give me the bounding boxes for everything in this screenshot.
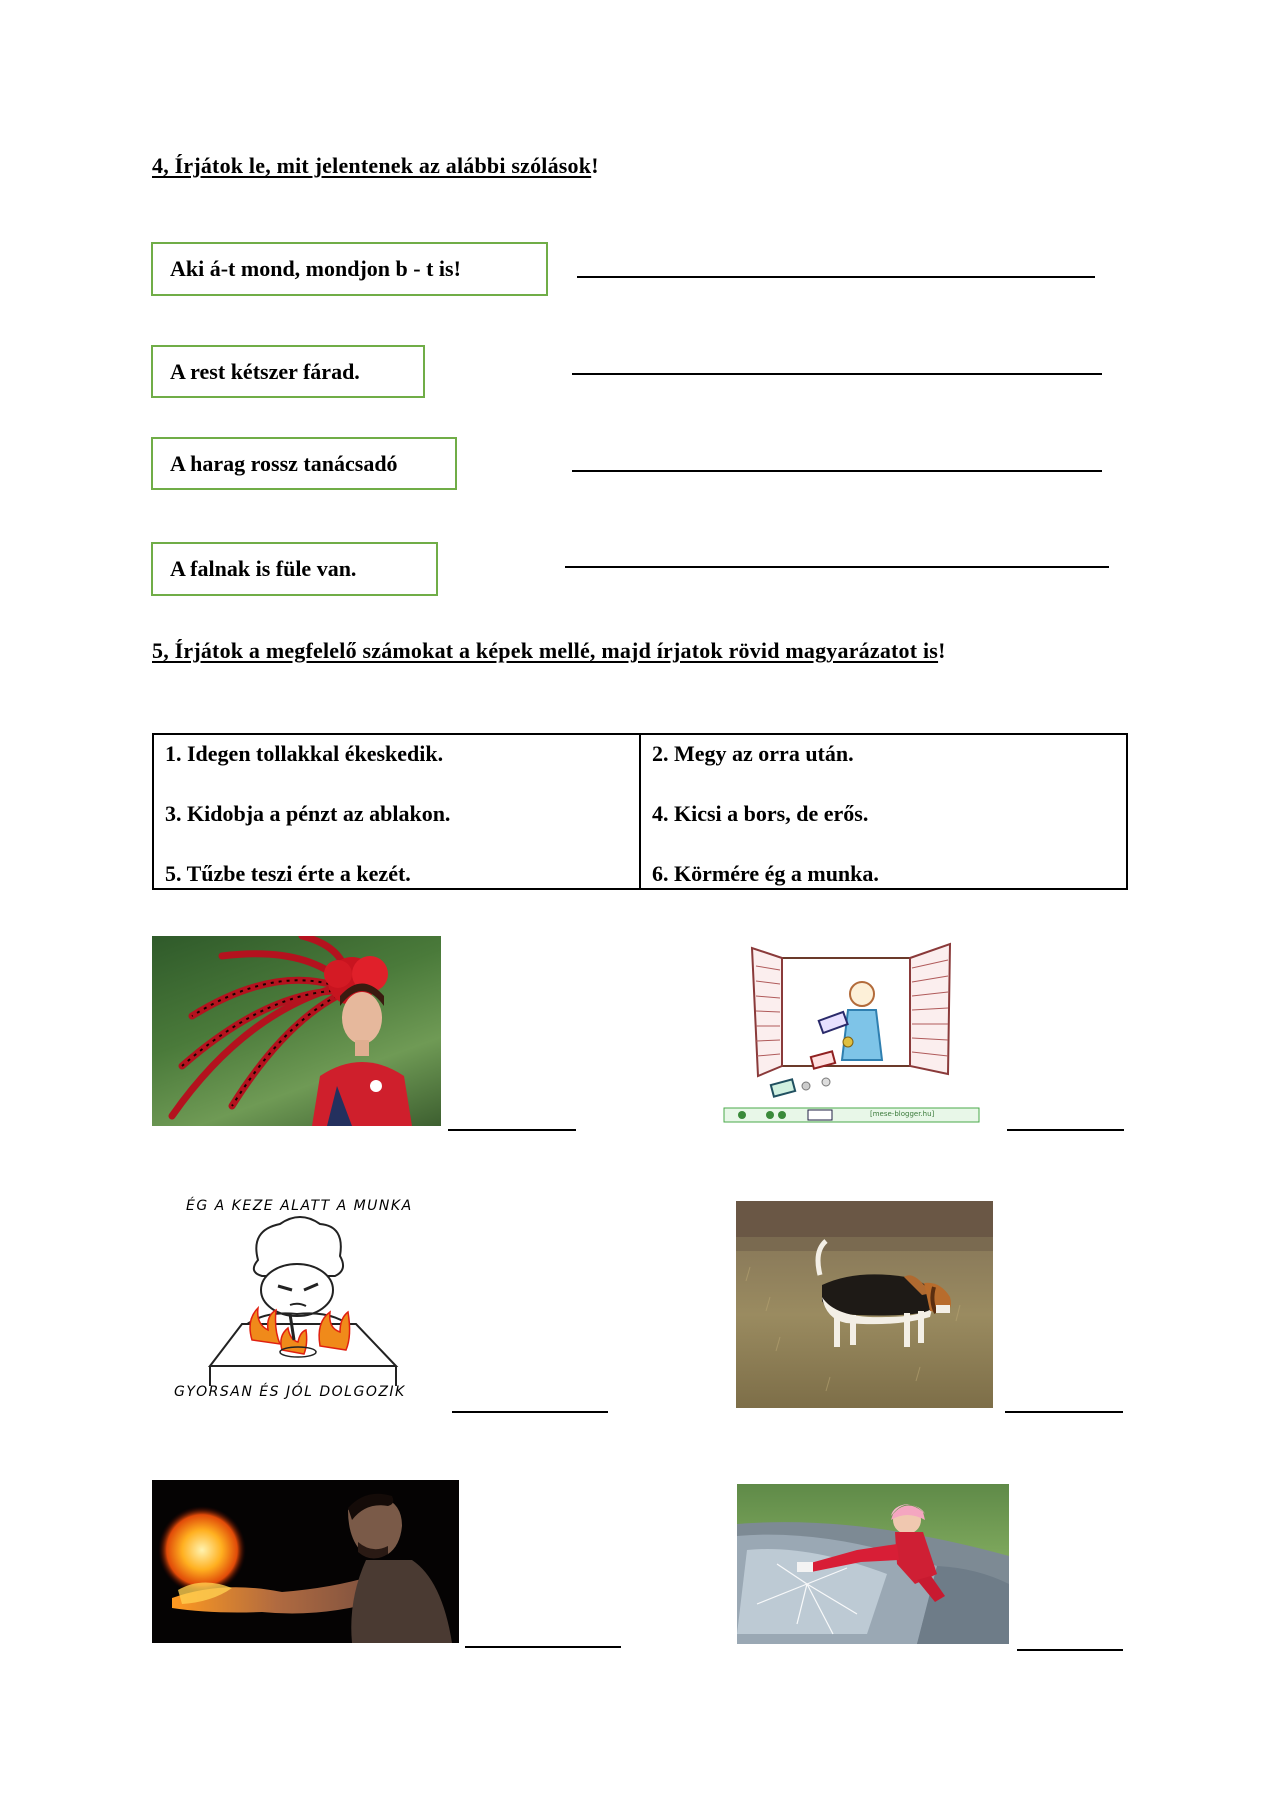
answer-line-3[interactable] — [572, 470, 1102, 472]
cartoon-burning-work — [170, 1190, 440, 1410]
answer-line-1[interactable] — [577, 276, 1095, 278]
saying-box-2: A rest kétszer fárad. — [151, 345, 425, 398]
beagle-illustration — [736, 1201, 993, 1408]
saying-box-4: A falnak is füle van. — [151, 542, 438, 596]
sketch-caption: [mese-blogger.hu] — [870, 1110, 935, 1118]
answer-line-pic6[interactable] — [1017, 1649, 1123, 1651]
photo-girl-car — [737, 1484, 1009, 1644]
task5-title-punct: ! — [938, 638, 946, 663]
fire-hand-illustration — [152, 1480, 459, 1643]
proverb-2: 2. Megy az orra után. — [652, 741, 854, 766]
task4-title-punct: ! — [591, 153, 599, 178]
feathered-hat-illustration — [152, 936, 441, 1126]
proverb-5: 5. Tűzbe teszi érte a kezét. — [165, 861, 411, 886]
saying-box-3: A harag rossz tanácsadó — [151, 437, 457, 490]
answer-line-pic5[interactable] — [465, 1646, 621, 1648]
photo-man-fire-hand — [152, 1480, 459, 1643]
answer-line-pic3[interactable] — [452, 1411, 608, 1413]
answer-line-4[interactable] — [565, 566, 1109, 568]
cartoon-bottom-text: GYORSAN ÉS JÓL DOLGOZIK — [174, 1384, 406, 1400]
window-sketch — [722, 936, 986, 1128]
saying-box-1: Aki á-t mond, mondjon b - t is! — [151, 242, 548, 296]
proverb-4: 4. Kicsi a bors, de erős. — [652, 801, 869, 826]
drawing-money-out-of-window — [722, 936, 986, 1128]
answer-line-pic4[interactable] — [1005, 1411, 1123, 1413]
cartoon-top-text: ÉG A KEZE ALATT A MUNKA — [186, 1198, 413, 1214]
photo-feathered-hat-woman — [152, 936, 441, 1126]
car-girl-illustration — [737, 1484, 1009, 1644]
photo-beagle-field — [736, 1201, 993, 1408]
proverb-column-right — [640, 734, 1127, 889]
proverb-3: 3. Kidobja a pénzt az ablakon. — [165, 801, 451, 826]
task4-title: 4, Írjátok le, mit jelentenek az alábbi szólások — [152, 153, 592, 178]
task5-heading — [152, 638, 946, 664]
answer-line-2[interactable] — [572, 373, 1102, 375]
proverb-1: 1. Idegen tollakkal ékeskedik. — [165, 741, 444, 766]
answer-line-pic1[interactable] — [448, 1129, 576, 1131]
task5-title: 5, Írjátok a megfelelő számokat a képek mellé, majd írjatok rövid magyarázatot is — [152, 638, 939, 663]
answer-line-pic2[interactable] — [1007, 1129, 1124, 1131]
proverb-table — [152, 733, 1128, 890]
proverb-6: 6. Körmére ég a munka. — [652, 861, 879, 886]
cartoon-drawing — [170, 1190, 440, 1410]
task4-heading — [152, 153, 599, 179]
proverb-column-left — [153, 734, 640, 889]
